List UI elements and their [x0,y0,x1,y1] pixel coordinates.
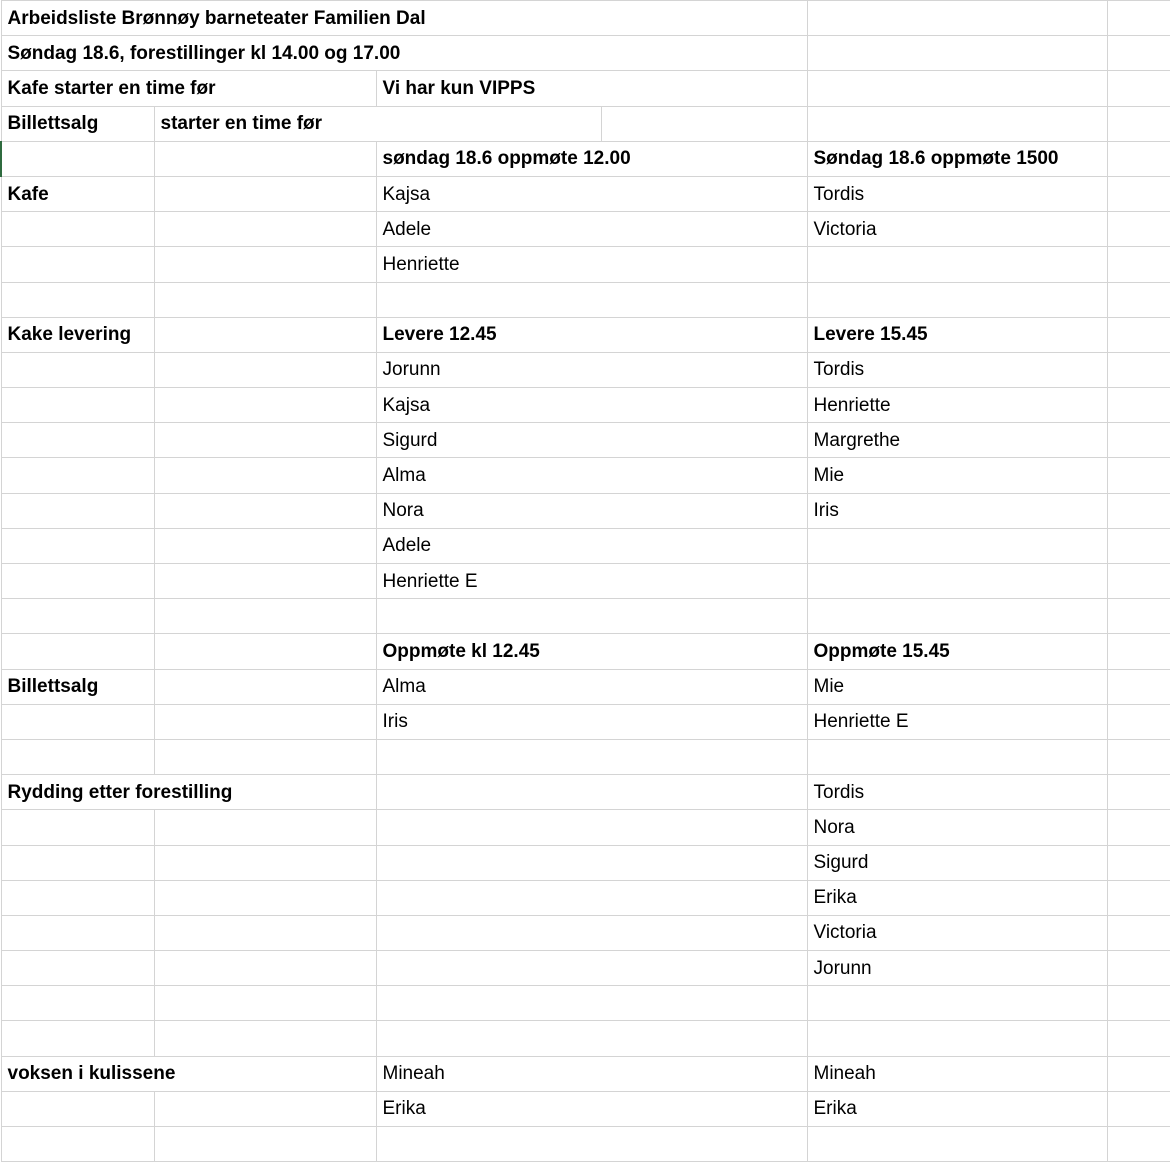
empty-cell [1107,458,1170,493]
kafe-show2-name: Tordis [807,176,1107,211]
kake-show2-name: Iris [807,493,1107,528]
empty-cell [154,388,376,423]
empty-cell [1107,599,1170,634]
empty-cell [1107,423,1170,458]
empty-cell [154,458,376,493]
kake-show2-name: Henriette [807,388,1107,423]
table-row [1,106,1170,141]
section-label-rydding: Rydding etter forestilling [1,775,376,810]
empty-cell [1,739,154,774]
billettsalg-show1-name: Iris [376,704,807,739]
billettsalg-show2-name: Mie [807,669,1107,704]
rydding-show2-name: Tordis [807,775,1107,810]
empty-cell [1107,282,1170,317]
empty-cell [1107,775,1170,810]
empty-cell [1107,352,1170,387]
empty-cell [154,564,376,599]
empty-cell [1,1127,154,1162]
kake-show1-name: Kajsa [376,388,807,423]
kake-show2-name: Margrethe [807,423,1107,458]
empty-cell [154,141,376,176]
kake-show1-name: Nora [376,493,807,528]
kake-show1-name: Jorunn [376,352,807,387]
empty-cell [154,986,376,1021]
kafe-show2-name: Victoria [807,212,1107,247]
section-label-voksen: voksen i kulissene [1,1056,376,1091]
voksen-show2-name: Erika [807,1091,1107,1126]
kake-show2-name [807,564,1107,599]
rydding-show1-name [376,845,807,880]
table-row [1,704,1170,739]
empty-cell [154,810,376,845]
billettsalg-show1-name: Alma [376,669,807,704]
show1-header: søndag 18.6 oppmøte 12.00 [376,141,807,176]
empty-cell [1,282,154,317]
empty-cell [1107,388,1170,423]
empty-cell [1107,176,1170,211]
empty-cell [1,915,154,950]
table-row-empty [1,1127,1170,1162]
empty-cell [1,1021,154,1056]
empty-cell [1,423,154,458]
voksen-show1-name: Mineah [376,1056,807,1091]
empty-cell [1107,880,1170,915]
empty-cell [1107,915,1170,950]
rydding-show2-name: Victoria [807,915,1107,950]
section-label-billettsalg: Billettsalg [1,669,154,704]
empty-cell [154,247,376,282]
table-row [1,176,1170,211]
table-row-empty [1,1021,1170,1056]
empty-cell [154,352,376,387]
table-row [1,775,1170,810]
empty-cell [1107,493,1170,528]
rydding-show2-name: Jorunn [807,951,1107,986]
billettsalg-show2-name: Henriette E [807,704,1107,739]
empty-cell [1107,1127,1170,1162]
rydding-show1-name [376,915,807,950]
kake-show1-time: Levere 12.45 [376,317,807,352]
empty-cell [807,599,1107,634]
empty-cell [1,388,154,423]
empty-cell [154,528,376,563]
table-row [1,1091,1170,1126]
kake-show1-name: Henriette E [376,564,807,599]
kake-show2-name [807,528,1107,563]
rydding-show1-name [376,810,807,845]
rydding-show2-name: Erika [807,880,1107,915]
empty-cell [807,986,1107,1021]
empty-cell [1107,528,1170,563]
empty-cell [1107,704,1170,739]
kafe-show1-name: Henriette [376,247,807,282]
empty-cell [1107,739,1170,774]
table-row [1,528,1170,563]
table-row [1,951,1170,986]
empty-cell [154,634,376,669]
empty-cell [601,106,807,141]
table-row [1,669,1170,704]
empty-cell [154,669,376,704]
empty-cell [1,880,154,915]
billettsalg-show1-time: Oppmøte kl 12.45 [376,634,807,669]
empty-cell [1,845,154,880]
table-row [1,915,1170,950]
rydding-show2-name: Sigurd [807,845,1107,880]
empty-cell [1,634,154,669]
table-row [1,1,1170,36]
table-row [1,352,1170,387]
rydding-show1-name [376,951,807,986]
voksen-show1-name: Erika [376,1091,807,1126]
empty-cell [1,141,154,176]
empty-cell [1,247,154,282]
show2-header: Søndag 18.6 oppmøte 1500 [807,141,1107,176]
table-row [1,247,1170,282]
section-label-kake: Kake levering [1,317,154,352]
table-row [1,423,1170,458]
table-row-empty [1,986,1170,1021]
ticket-sale-note: starter en time før [154,106,601,141]
empty-cell [1,599,154,634]
empty-cell [1,564,154,599]
empty-cell [376,282,807,317]
empty-cell [154,423,376,458]
empty-cell [154,282,376,317]
table-row [1,458,1170,493]
empty-cell [154,212,376,247]
empty-cell [1,951,154,986]
table-row-empty [1,739,1170,774]
empty-cell [154,1021,376,1056]
table-row [1,388,1170,423]
empty-cell [1107,141,1170,176]
empty-cell [376,1021,807,1056]
document-subtitle: Søndag 18.6, forestillinger kl 14.00 og 17.00 [1,36,807,71]
empty-cell [1107,1,1170,36]
empty-cell [1,810,154,845]
empty-cell [1107,71,1170,106]
empty-cell [1,458,154,493]
empty-cell [154,317,376,352]
empty-cell [1,986,154,1021]
empty-cell [1107,951,1170,986]
empty-cell [154,493,376,528]
empty-cell [807,36,1107,71]
empty-cell [1107,212,1170,247]
empty-cell [1107,1056,1170,1091]
empty-cell [376,986,807,1021]
table-row [1,71,1170,106]
billettsalg-show2-time: Oppmøte 15.45 [807,634,1107,669]
kake-show2-time: Levere 15.45 [807,317,1107,352]
vipps-note: Vi har kun VIPPS [376,71,807,106]
table-row [1,36,1170,71]
table-row [1,810,1170,845]
empty-cell [154,739,376,774]
empty-cell [1107,634,1170,669]
empty-cell [154,176,376,211]
empty-cell [376,1127,807,1162]
empty-cell [1107,564,1170,599]
section-label-kafe: Kafe [1,176,154,211]
kafe-show2-name [807,247,1107,282]
empty-cell [1107,1021,1170,1056]
rydding-show1-name [376,880,807,915]
kafe-show1-name: Kajsa [376,176,807,211]
table-row [1,141,1170,176]
table-row-empty [1,282,1170,317]
empty-cell [1107,317,1170,352]
empty-cell [1107,845,1170,880]
table-row [1,212,1170,247]
empty-cell [807,1021,1107,1056]
voksen-show2-name: Mineah [807,1056,1107,1091]
empty-cell [154,915,376,950]
empty-cell [154,1091,376,1126]
empty-cell [154,880,376,915]
empty-cell [1107,810,1170,845]
table-row [1,634,1170,669]
empty-cell [1107,247,1170,282]
kake-show2-name: Tordis [807,352,1107,387]
table-row [1,1056,1170,1091]
empty-cell [154,1127,376,1162]
document-title: Arbeidsliste Brønnøy barneteater Familien Dal [1,1,807,36]
ticket-sale-label: Billettsalg [1,106,154,141]
kafe-show1-name: Adele [376,212,807,247]
empty-cell [1,704,154,739]
empty-cell [807,106,1107,141]
kafe-start-note: Kafe starter en time før [1,71,376,106]
kake-show1-name: Sigurd [376,423,807,458]
empty-cell [154,845,376,880]
empty-cell [1107,1091,1170,1126]
empty-cell [807,1,1107,36]
rydding-show2-name: Nora [807,810,1107,845]
table-row [1,880,1170,915]
table-row [1,564,1170,599]
empty-cell [376,599,807,634]
empty-cell [1,352,154,387]
empty-cell [807,739,1107,774]
kake-show1-name: Alma [376,458,807,493]
table-row [1,845,1170,880]
empty-cell [154,704,376,739]
empty-cell [376,739,807,774]
kake-show2-name: Mie [807,458,1107,493]
empty-cell [1107,986,1170,1021]
empty-cell [1107,106,1170,141]
table-row-empty [1,599,1170,634]
empty-cell [807,282,1107,317]
empty-cell [1107,36,1170,71]
rydding-show1-name [376,775,807,810]
table-row [1,493,1170,528]
empty-cell [807,1127,1107,1162]
empty-cell [1,212,154,247]
empty-cell [807,71,1107,106]
table-row [1,317,1170,352]
empty-cell [1,1091,154,1126]
kake-show1-name: Adele [376,528,807,563]
empty-cell [154,951,376,986]
empty-cell [1,528,154,563]
empty-cell [1107,669,1170,704]
empty-cell [154,599,376,634]
empty-cell [1,493,154,528]
